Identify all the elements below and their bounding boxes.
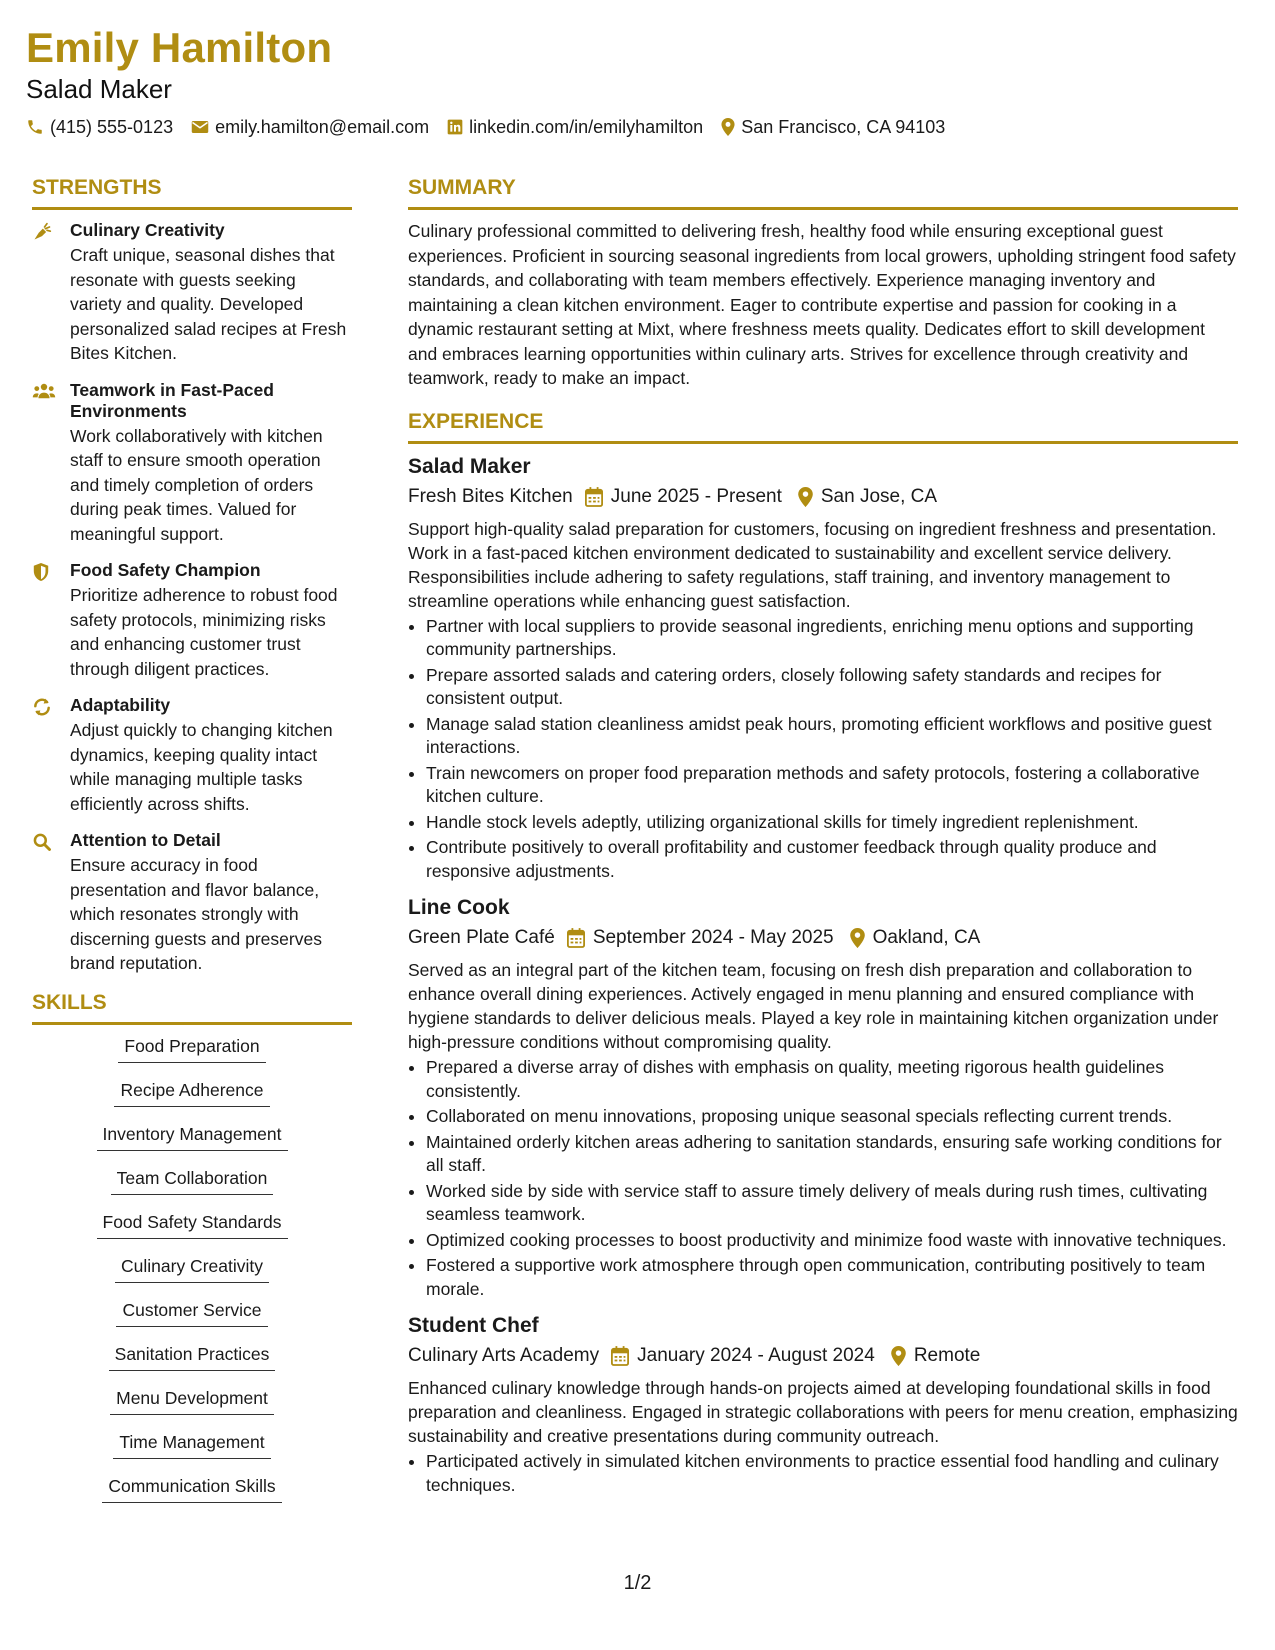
contact-bar	[26, 116, 1235, 138]
bullet-item: • Participated actively in simulated kitchen environments to practice essential food handling and culinary techniques.	[426, 1450, 1238, 1497]
calendar-icon	[611, 1346, 629, 1366]
bullet-item: • Partner with local suppliers to provide seasonal ingredients, enriching menu options and supporting community partnerships.	[426, 615, 1238, 662]
bullet-item: • Collaborated on menu innovations, proposing unique seasonal specials reflecting current trends.	[426, 1105, 1238, 1129]
sync-icon	[32, 697, 52, 717]
skill-tag: Menu Development	[110, 1387, 274, 1415]
right-column	[408, 175, 1238, 1509]
candidate-name: Emily Hamilton	[26, 24, 333, 71]
strength-item	[32, 220, 352, 366]
job-description: Enhanced culinary knowledge through hands-on projects aimed at developing foundational skills in food preparation and cleanliness. Engaged in strategic collaborations with peers for menu creation, emphasizing sustainability and creative presentations during community outreach.	[408, 1378, 1238, 1446]
strength-desc: Ensure accuracy in food presentation and flavor balance, which resonates strongly with discerning guests and preserves brand reputation.	[70, 855, 322, 973]
email-link[interactable]: emily.hamilton@email.com	[215, 117, 430, 137]
job-description: Support high-quality salad preparation for customers, focusing on ingredient freshness and presentation. Work in a fast-paced kitchen environment dedicated to sustainability and excellent service delivery. Responsibilities include adhering to safety regulations, staff training, and inventory management to streamline operations while enhancing guest satisfaction.	[408, 518, 1217, 611]
strength-item	[32, 380, 352, 547]
skill-tag: Sanitation Practices	[109, 1343, 276, 1371]
job-description: Served as an integral part of the kitchen team, focusing on fresh dish preparation and collaboration to enhance overall dining experiences. Actively engaged in menu planning and ensured compliance with hygiene standards to deliver delicious meals. Played a key role in maintaining kitchen organization under high-pressure conditions without compromising quality.	[408, 960, 1219, 1052]
job-company: Culinary Arts Academy	[408, 1345, 600, 1366]
envelope-icon	[191, 119, 209, 135]
shield-icon	[32, 562, 50, 582]
job-entry	[408, 454, 1238, 884]
bullet-item: • Contribute positively to overall profitability and customer feedback through quality produce and responsive adjustments.	[426, 836, 1238, 883]
candidate-title: Salad Maker	[26, 74, 172, 104]
skill-tag: Recipe Adherence	[114, 1079, 269, 1107]
carrot-icon	[32, 222, 52, 242]
map-pin-icon	[850, 928, 865, 948]
skills-heading: SKILLS	[32, 990, 352, 1025]
job-bullets	[408, 1056, 1238, 1301]
linkedin-icon	[447, 119, 463, 135]
bullet-item: • Prepare assorted salads and catering orders, closely following safety standards and recipes for consistent output.	[426, 664, 1238, 711]
bullet-item: • Fostered a supportive work atmosphere through open communication, contributing positively to team morale.	[426, 1254, 1238, 1301]
skill-tag: Team Collaboration	[111, 1167, 274, 1195]
left-column	[32, 175, 352, 1519]
search-icon	[32, 832, 52, 852]
map-pin-icon	[798, 487, 813, 507]
skill-tag: Culinary Creativity	[115, 1255, 269, 1283]
strength-desc: Work collaboratively with kitchen staff to ensure smooth operation and timely completion of orders during peak times. Valued for meaningful support.	[70, 425, 323, 544]
calendar-icon	[585, 487, 603, 507]
job-role: Student Chef	[408, 1314, 539, 1337]
bullet-item: • Train newcomers on proper food preparation methods and safety protocols, fostering a collaborative kitchen culture.	[426, 762, 1238, 809]
job-company: Green Plate Café	[408, 927, 555, 948]
job-dates: June 2025 - Present	[610, 485, 782, 507]
job-meta	[408, 923, 1238, 953]
strength-item	[32, 695, 352, 816]
strength-item	[32, 830, 352, 976]
contact-linkedin	[447, 116, 703, 138]
resume-header	[26, 22, 1235, 138]
skills-list	[32, 1035, 352, 1519]
job-dates: January 2024 - August 2024	[637, 1345, 875, 1366]
contact-phone	[26, 116, 173, 138]
strength-title: Food Safety Champion	[70, 560, 261, 580]
experience-heading: EXPERIENCE	[408, 409, 1238, 444]
skill-tag: Food Safety Standards	[97, 1211, 288, 1239]
phone-text[interactable]: (415) 555-0123	[50, 117, 174, 137]
bullet-item: • Maintained orderly kitchen areas adhering to sanitation standards, ensuring safe working conditions for all staff.	[426, 1131, 1238, 1178]
job-meta	[408, 1341, 1238, 1371]
map-pin-icon	[891, 1346, 906, 1366]
job-bullets	[408, 615, 1238, 884]
page-number: 1/2	[623, 1572, 652, 1594]
bullet-item: • Manage salad station cleanliness amidst peak hours, promoting efficient workflows and positive guest interactions.	[426, 713, 1238, 760]
strength-item	[32, 560, 352, 681]
skill-tag: Time Management	[113, 1431, 270, 1459]
job-entry	[408, 895, 1238, 1301]
users-icon	[32, 382, 56, 400]
summary-text: Culinary professional committed to delivering fresh, healthy food while ensuring exceptional guest experiences. Proficient in sourcing seasonal ingredients from local growers, upholding stringent food safety standards, and collaborating with team members effectively. Experience managing inventory and maintaining a clean kitchen environment. Eager to contribute expertise and passion for cooking in a dynamic restaurant setting at Mixt, where freshness meets quality. Dedicates effort to skill development and embraces learning opportunities within culinary arts. Strives for excellence through creativity and teamwork, ready to make an impact.	[408, 221, 1236, 388]
bullet-item: • Handle stock levels adeptly, utilizing organizational skills for timely ingredient replenishment.	[426, 811, 1238, 835]
phone-icon	[26, 118, 44, 136]
contact-location	[721, 116, 945, 138]
calendar-icon	[567, 928, 585, 948]
location-text: San Francisco, CA 94103	[741, 117, 946, 137]
strength-desc: Adjust quickly to changing kitchen dynamics, keeping quality intact while managing multiple tasks efficiently across shifts.	[70, 720, 333, 814]
linkedin-link[interactable]: linkedin.com/in/emilyhamilton	[469, 117, 704, 137]
strength-desc: Craft unique, seasonal dishes that resonate with guests seeking variety and quality. Developed personalized salad recipes at Fresh Bites Kitchen.	[70, 245, 347, 363]
strength-title: Attention to Detail	[70, 830, 221, 850]
job-company: Fresh Bites Kitchen	[408, 485, 573, 507]
strength-title: Culinary Creativity	[70, 220, 225, 240]
strengths-heading: STRENGTHS	[32, 175, 352, 210]
contact-email	[191, 116, 429, 138]
job-location: Oakland, CA	[872, 927, 981, 948]
job-bullets	[408, 1450, 1238, 1497]
bullet-item: • Prepared a diverse array of dishes with emphasis on quality, meeting rigorous health guidelines consistently.	[426, 1056, 1238, 1103]
job-role: Line Cook	[408, 896, 510, 919]
bullet-item: • Worked side by side with service staff to assure timely delivery of meals during rush times, cultivating seamless teamwork.	[426, 1180, 1238, 1227]
job-entry	[408, 1313, 1238, 1497]
skill-tag: Inventory Management	[97, 1123, 288, 1151]
job-location: Remote	[913, 1345, 981, 1366]
bullet-item: • Optimized cooking processes to boost productivity and minimize food waste with innovative techniques.	[426, 1229, 1238, 1253]
skill-tag: Food Preparation	[118, 1035, 265, 1063]
skill-tag: Customer Service	[116, 1299, 267, 1327]
strength-desc: Prioritize adherence to robust food safety protocols, minimizing risks and enhancing customer trust through diligent practices.	[70, 585, 338, 679]
map-pin-icon	[721, 118, 735, 136]
strength-title: Adaptability	[70, 695, 171, 715]
job-location: San Jose, CA	[820, 485, 938, 507]
job-meta	[408, 482, 1238, 512]
skill-tag: Communication Skills	[102, 1475, 281, 1503]
summary-heading: SUMMARY	[408, 175, 1238, 210]
job-dates: September 2024 - May 2025	[592, 927, 834, 948]
strength-title: Teamwork in Fast-Paced Environments	[70, 379, 274, 421]
job-role: Salad Maker	[408, 454, 531, 478]
